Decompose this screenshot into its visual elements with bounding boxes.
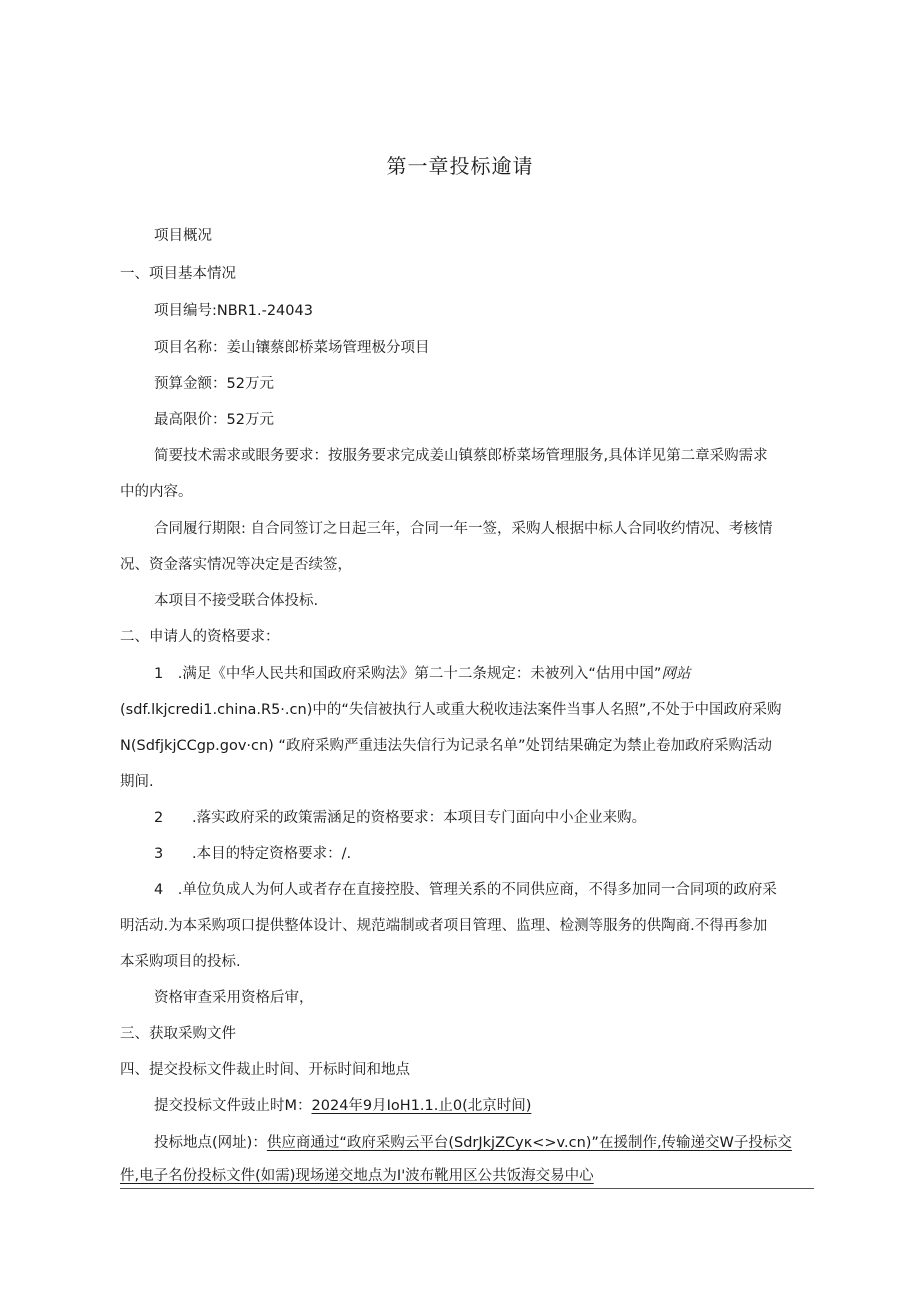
submission-place-line-1 <box>154 1133 792 1153</box>
contract-period-line-2: 况、资金落实情况等决定是否续签， <box>120 557 352 573</box>
qualification-3-text: .本目的特定资格要求：/. <box>192 846 352 862</box>
qualification-1-website-word: 网站 <box>661 666 691 682</box>
qualification-1-line-3: N(SdfjkjCCgp.gov·cn) “政府采购严重违法失信行为记录名单”处罚结果确定为禁止卷加政府采购活动 <box>120 738 772 754</box>
qualification-4-line-1: 4 .单位负成人为何人或者存在直接控股、管理关系的不同供应商，不得多加同一合同项的政府采 <box>154 882 777 898</box>
qualification-1-line-2: (sdf.lkjcredi1.china.R5·.cn)中的“失信被执行人或重大税收违法案件当事人名照”,不处于中国政府采购 <box>120 702 782 718</box>
deadline-label: 提交投标文件豉止时M： <box>154 1098 312 1114</box>
place-text-line-1: 供应商通过“政府采购云平台(SdrJkjZCyκ<>v.cn)”在援制作,传输递交W子投标交 <box>266 1135 792 1151</box>
section-4-heading: 四、提交投标文件裁止时间、开标时间和地点 <box>120 1062 410 1078</box>
no-consortium-note: 本项目不接受联合体投标. <box>154 593 319 609</box>
section-2-heading: 二、申请人的资格要求： <box>120 629 280 645</box>
tech-requirements-line-1: 简要技术需求或眼务要求：按服务要求完成姜山镇蔡郎桥菜场管理服务,具体详见第二章采购需求 <box>154 448 768 464</box>
qualification-1-line-4: 期间. <box>120 774 154 790</box>
qualification-2-number: 2 <box>154 810 164 826</box>
qualification-2-text: .落实政府采的政策需涵足的资格要求：本项目专门面向中小企业来购。 <box>192 810 647 826</box>
contract-period-line-1: 合同履行期限: 自合同签订之日起三年，合同一年一签，采购人根据中标人合同收约情况、考核情 <box>154 521 773 537</box>
qualification-4-line-2: 明活动.为本采购项口提供整体设计、规范端制或者项目管理、监理、检测等服务的供陶商.不得再参加 <box>120 918 768 934</box>
qualification-review-note: 资格审查采用资格后审， <box>154 990 314 1006</box>
qualification-3 <box>154 844 351 864</box>
qualification-3-number: 3 <box>154 846 164 862</box>
submission-place-line-2: 件,电子名份投标文件(如需)现场递交地点为I'波布靴用区公共饭海交易中心 <box>120 1168 594 1184</box>
qualification-1-line-1 <box>154 664 690 684</box>
submission-deadline <box>154 1096 531 1116</box>
qualification-4-line-3: 本采购项目的投标. <box>120 954 241 970</box>
place-label: 投标地点(网址)： <box>154 1135 267 1151</box>
section-1-heading: 一、项目基本情况 <box>120 266 236 282</box>
max-price: 最高限价：52万元 <box>154 412 274 428</box>
section-3-heading: 三、获取采购文件 <box>120 1026 236 1042</box>
qualification-2 <box>154 808 646 828</box>
qualification-1-text: 1 .满足《中华人民共和国政府采购法》第二十二条规定：未被列入“估用中国” <box>154 666 662 682</box>
project-code: 项目编号:NBR1.-24043 <box>154 303 313 319</box>
overview-label: 项目概况 <box>154 228 212 244</box>
budget-amount: 预算金额：52万元 <box>154 376 274 392</box>
chapter-title: 第一章投标逾请 <box>386 154 534 178</box>
deadline-value: 2024年9月IoH1.1.止0(北京时间) <box>311 1098 532 1114</box>
project-name: 项目名称：姜山镶蔡郎桥菜场管理极分项目 <box>154 340 430 356</box>
footer-divider <box>120 1188 814 1189</box>
tech-requirements-line-2: 中的内容。 <box>120 484 193 500</box>
